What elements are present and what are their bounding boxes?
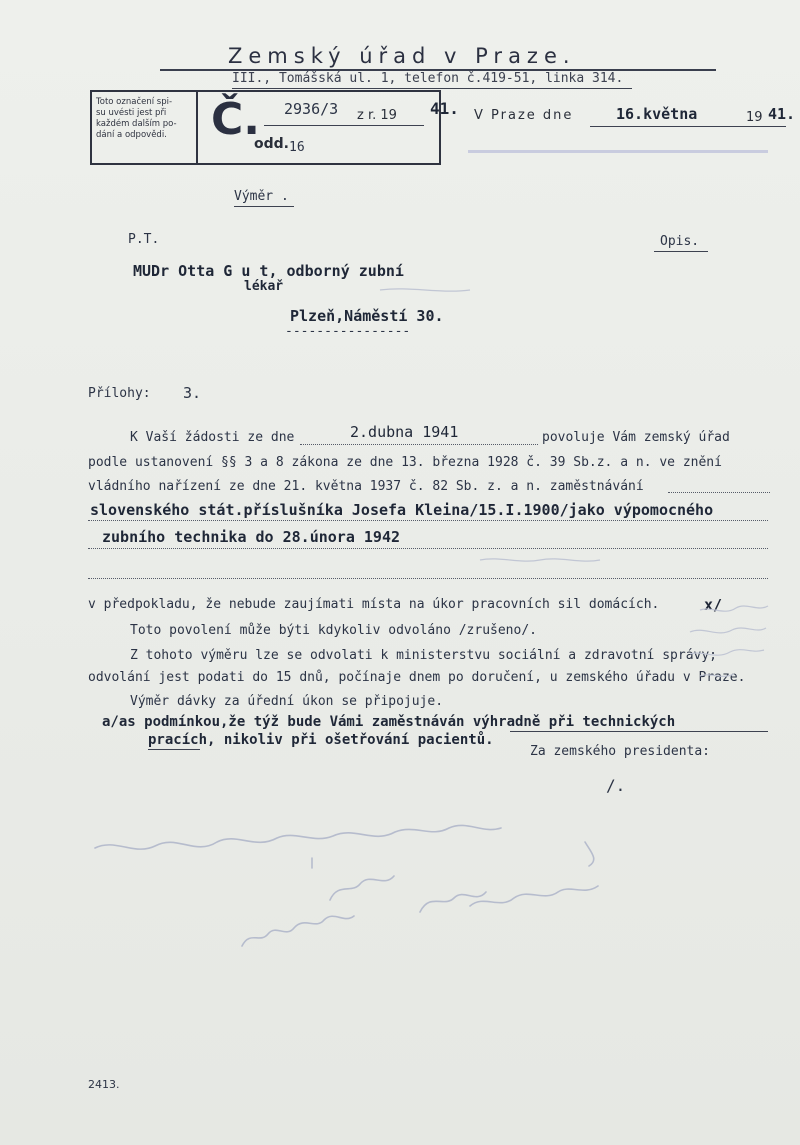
employee-position: zubního technika do 28.února 1942 (102, 528, 401, 546)
copy-mark: Opis. (660, 234, 700, 249)
condition-text: v předpokladu, že nebude zaujímati místa na úkor pracovních sil domácích. (88, 597, 660, 612)
c-letter: Č. (211, 94, 261, 145)
revocable-text: Toto povolení může býti kdykoliv odvoláno /zrušeno/. (130, 623, 537, 638)
note-line: su uvésti jest při (96, 108, 167, 118)
dept-value: 16 (289, 140, 305, 155)
place-label: V Praze dne (474, 108, 574, 123)
year-prefix: 19 (746, 110, 763, 125)
note-line: dání a odpovědi. (96, 130, 167, 140)
office-title: Zemský úřad v Praze. (228, 44, 576, 68)
note-line: každém dalším po- (96, 119, 177, 129)
issue-date: 16.května (616, 105, 698, 123)
addressee-address: Plzeň,Náměstí 30. (290, 307, 444, 325)
year-label: z r. 19 (357, 108, 397, 123)
issue-year: 41. (768, 105, 796, 123)
note-line: Toto označení spi- (96, 97, 173, 107)
request-prefix: K Vaší žádosti ze dne (130, 430, 295, 445)
footer-code: 2413. (88, 1078, 120, 1091)
addressee-name: MUDr Otta G u t, odborný zubní (133, 262, 404, 280)
fee-text: Výměr dávky za úřední úkon se připojuje. (130, 694, 444, 709)
office-address: III., Tomášská ul. 1, telefon č.419-51, linka 314. (232, 71, 624, 86)
attachments-value: 3. (183, 384, 202, 402)
legal-basis-line: podle ustanovení §§ 3 a 8 zákona ze dne 13. března 1928 č. 39 Sb.z. a n. ve znění (88, 455, 722, 470)
addendum-line-2: pracích, nikoliv při ošetřování pacientů. (148, 732, 494, 748)
appeal-line-1: Z tohoto výměru lze se odvolati k ministerstvu sociální a zdravotní správy; (130, 648, 717, 663)
addressee-title: lékař (244, 279, 284, 294)
appeal-line-2: odvolání jest podati do 15 dnů, počínaje dnem po doručení, u zemského úřadu v Praze. (88, 670, 746, 685)
addendum-line-1: a/as podmínkou,že týž bude Vámi zaměstnáván výhradně při technických (102, 714, 676, 730)
salutation: P.T. (128, 232, 160, 247)
year-value: 41. (430, 99, 459, 118)
file-number: 2936/3 (284, 100, 339, 118)
attachments-label: Přílohy: (88, 386, 151, 401)
dept-label: odd. (254, 136, 289, 152)
address-dash-underline: ---------------- (285, 324, 411, 339)
condition-mark: x/ (704, 596, 723, 614)
employee-details: slovenského stát.příslušníka Josefa Kleina/15.I.1900/jako výpomocného (90, 501, 714, 519)
regulation-line: vládního nařízení ze dne 21. května 1937 č. 82 Sb. z. a n. zaměstnávání (88, 479, 644, 494)
document-type: Výměr . (234, 189, 289, 204)
sign-mark: /. (606, 776, 626, 795)
request-date: 2.dubna 1941 (350, 423, 459, 441)
sign-label: Za zemského presidenta: (530, 744, 711, 759)
request-suffix: povoluje Vám zemský úřad (542, 430, 730, 445)
